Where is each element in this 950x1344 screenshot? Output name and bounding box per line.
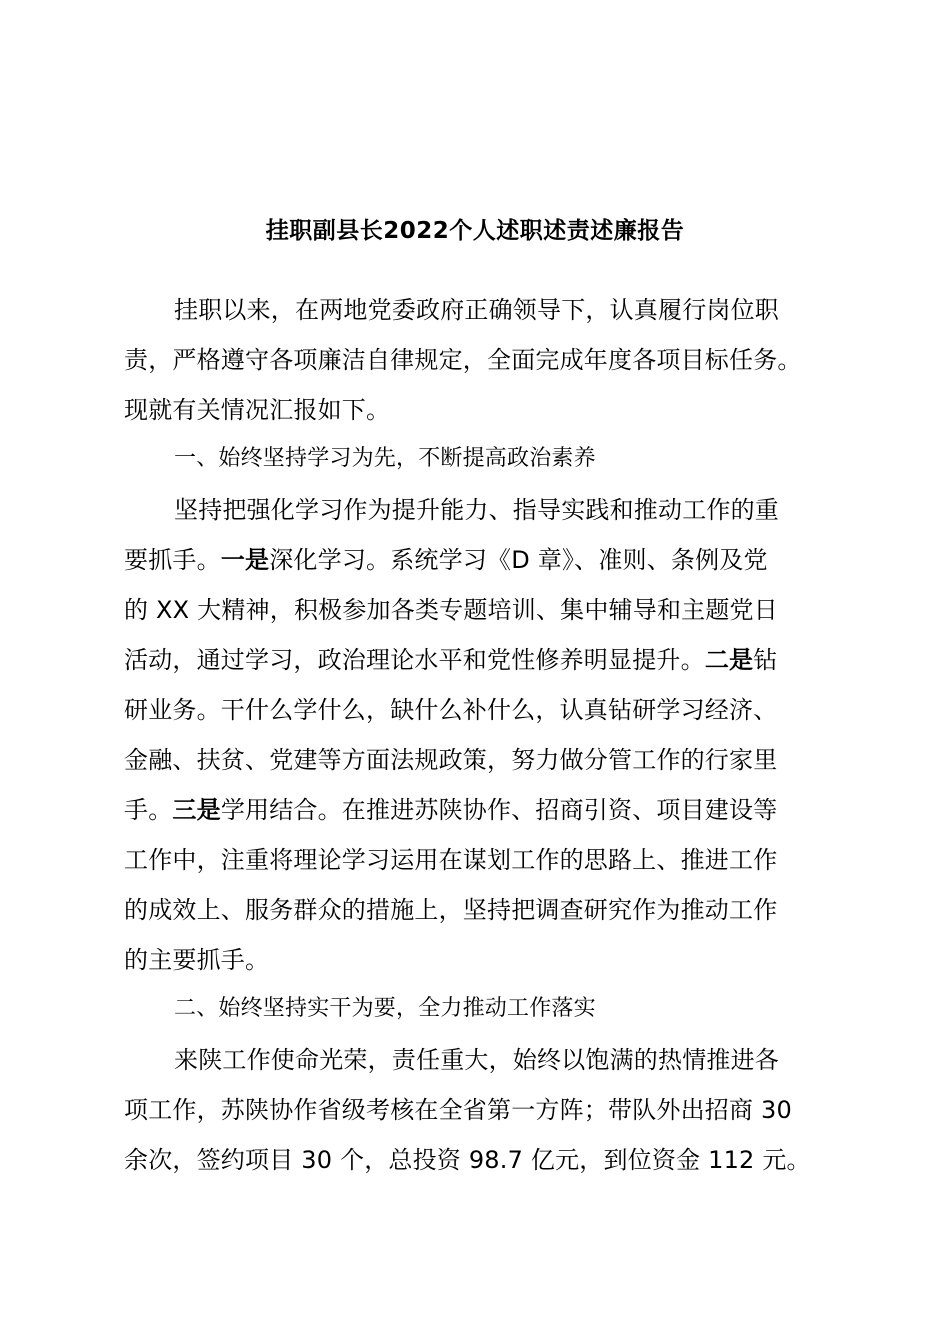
section-1-line-9: 的成效上、服务群众的措施上，坚持把调查研究作为推动工作 — [124, 896, 778, 924]
text-run: 手。 — [124, 796, 173, 824]
section-2-line-3: 余次，签约项目 30 个，总投资 98.7 亿元，到位资金 112 元。 — [124, 1146, 811, 1174]
text-run: 钻 — [753, 646, 778, 674]
text-run: 深化学习。系统学习《D 章》、准则、条例及党 — [269, 546, 768, 574]
intro-line-3: 现就有关情况汇报如下。 — [124, 396, 391, 424]
section-1-line-6: 金融、扶贫、党建等方面法规政策，努力做分管工作的行家里 — [124, 746, 778, 774]
section-1-line-7 — [124, 790, 777, 825]
bold-marker-first: 一是 — [220, 546, 270, 574]
section-1-line-10: 的主要抓手。 — [124, 946, 270, 974]
bold-marker-second: 二是 — [704, 646, 754, 674]
text-run: 学用结合。在推进苏陕协作、招商引资、项目建设等 — [220, 796, 778, 824]
section-2-line-1: 来陕工作使命光荣，责任重大，始终以饱满的热情推进各 — [174, 1046, 779, 1074]
section-2-line-2: 项工作，苏陕协作省级考核在全省第一方阵；带队外出招商 30 — [124, 1096, 792, 1124]
section-1-line-4 — [124, 640, 777, 675]
section-1-line-1: 坚持把强化学习作为提升能力、指导实践和推动工作的重 — [174, 496, 779, 524]
section-1-line-8: 工作中，注重将理论学习运用在谋划工作的思路上、推进工作 — [124, 846, 778, 874]
bold-marker-third: 三是 — [172, 796, 221, 824]
section-2-heading: 二、始终坚持实干为要，全力推动工作落实 — [174, 996, 596, 1021]
intro-line-2: 责，严格遵守各项廉洁自律规定，全面完成年度各项目标任务。 — [124, 346, 802, 374]
section-1-line-5: 研业务。干什么学什么，缺什么补什么，认真钻研学习经济、 — [124, 696, 778, 724]
text-run: 要抓手。 — [124, 546, 221, 574]
section-1-line-2 — [124, 540, 768, 575]
intro-line-1: 挂职以来，在两地党委政府正确领导下，认真履行岗位职 — [174, 296, 779, 324]
section-1-line-3: 的 XX 大精神，积极参加各类专题培训、集中辅导和主题党日 — [124, 596, 778, 624]
text-run: 活动，通过学习，政治理论水平和党性修养明显提升。 — [124, 646, 705, 674]
section-1-heading: 一、始终坚持学习为先，不断提高政治素养 — [174, 446, 596, 471]
document-title: 挂职副县长2022个人述职述责述廉报告 — [265, 218, 685, 244]
